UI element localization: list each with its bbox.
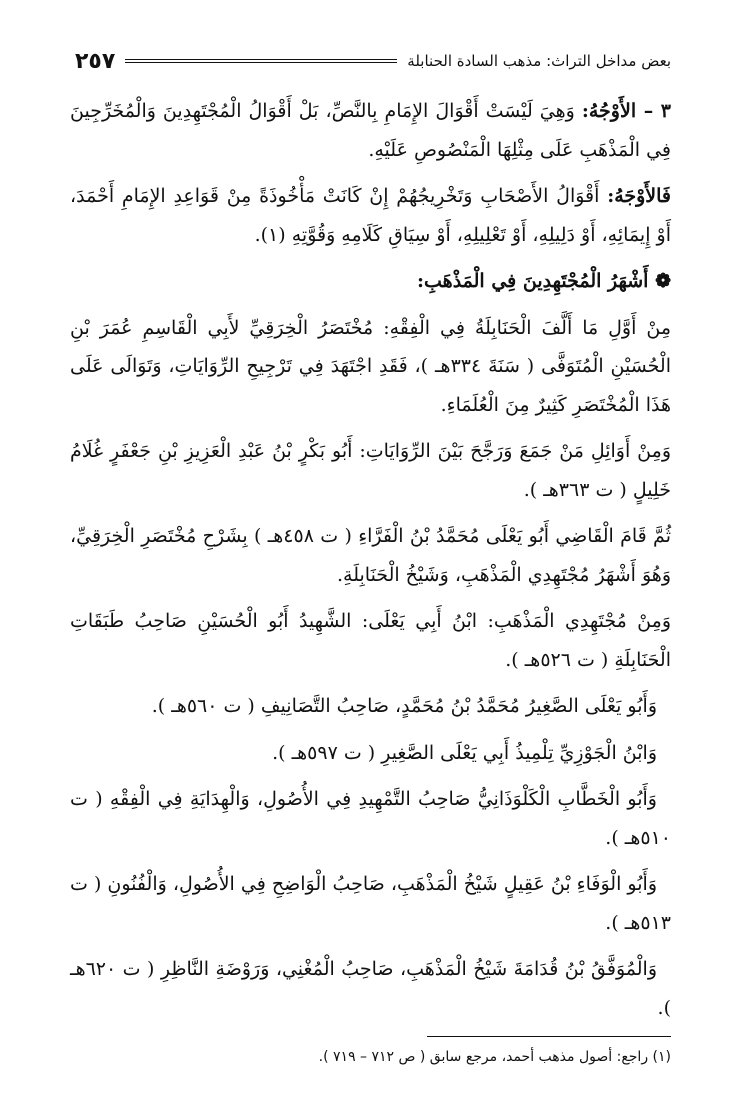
paragraph-8: وَابْنُ الْجَوْزِيِّ تِلْمِيذُ أَبِي يَعْلَى الصَّغِيرِ ( ت ٥٩٧هـ ). [272, 741, 657, 764]
paragraph-11: وَالْمُوَفَّقُ بْنُ قُدَامَةَ شَيْخُ الْمَذْهَبِ، صَاحِبُ الْمُغْنِي، وَرَوْضَةِ النَّاظِرِ ( ت ٦٢٠هـ ). [70, 958, 671, 1019]
paragraph-9: وَأَبُو الْخَطَّابِ الْكَلْوَذَانِيُّ صَاحِبُ التَّمْهِيدِ فِي الأُصُولِ، وَالْهِدَايَةِ فِي الْفِقْهِ ( ت ٥١٠هـ ). [70, 788, 671, 849]
footnote: (١) راجع: أصول مذهب أحمد، مرجع سابق ( ص ٧١٢ – ٧١٩ ). [318, 1049, 671, 1065]
main-text [70, 92, 671, 1035]
paragraph-1-text: وَهِيَ لَيْسَتْ أَقْوَالَ الإِمَامِ بِالنَّصِّ، بَلْ أَقْوَالُ الْمُجْتَهِدِينَ وَالْمُخَرِّجِينَ فِي الْمَذْهَبِ عَلَى مِثْلِهَا الْمَنْصُوصِ عَلَيْهِ. [70, 100, 671, 161]
paragraph-6: وَمِنْ مُجْتَهِدِي الْمَذْهَبِ: ابْنُ أَبِي يَعْلَى: الشَّهِيدُ أَبُو الْحُسَيْنِ صَاحِبُ طَبَقَاتِ الْحَنَابِلَةِ ( ت ٥٢٦هـ ). [70, 610, 671, 671]
paragraph-7: وَأَبُو يَعْلَى الصَّغِيرُ مُحَمَّدُ بْنُ مُحَمَّدٍ، صَاحِبُ التَّصَانِيفِ ( ت ٥٦٠هـ ). [151, 695, 657, 717]
paragraph-3: مِنْ أَوَّلِ مَا أَلَّفَ الْحَنَابِلَةُ فِي الْفِقْهِ: مُخْتَصَرُ الْخِرَقِيِّ لأَبِي الْقَاسِمِ عُمَرَ بْنِ الْحُسَيْنِ الْمُتَوَفَّى ( سَنَةَ ٣٣٤هـ )، فَقَدِ اجْتَهَدَ فِي تَرْجِيحِ الرِّوَايَاتِ، وَتَوَالَى عَلَى هَذَا الْمُخْتَصَرِ كَثِيرٌ مِنَ الْعُلَمَاءِ. [70, 316, 671, 416]
paragraph-5: ثُمَّ قَامَ الْقَاضِي أَبُو يَعْلَى مُحَمَّدُ بْنُ الْفَرَّاءِ ( ت ٤٥٨هـ ) بِشَرْحِ مُخْتَصَرِ الْخِرَقِيِّ، وَهُوَ أَشْهَرُ مُجْتَهِدِي الْمَذْهَبِ، وَشَيْخُ الْحَنَابِلَةِ. [70, 525, 671, 586]
section-heading: ❁ أَشْهَرُ الْمُجْتَهِدِينَ فِي الْمَذْهَبِ: [417, 270, 671, 292]
footnote-rule [427, 1036, 671, 1037]
paragraph-10: وَأَبُو الْوَفَاءِ بْنُ عَقِيلٍ شَيْخُ الْمَذْهَبِ، صَاحِبُ الْوَاضِحِ فِي الأُصُولِ، وَالْفُنُونِ ( ت ٥١٣هـ ). [70, 873, 671, 934]
paragraph-4: وَمِنْ أَوَائِلِ مَنْ جَمَعَ وَرَجَّحَ بَيْنَ الرِّوَايَاتِ: أَبُو بَكْرٍ بْنُ عَبْدِ الْعَزِيزِ بْنِ جَعْفَرٍ غُلَامُ خَلِيلٍ ( ت ٣٦٣هـ ). [70, 440, 671, 501]
paragraph-2 [70, 177, 671, 254]
paragraph-1 [70, 92, 671, 169]
paragraph-2-label: فَالأَوْجَهُ: [607, 185, 672, 207]
paragraph-2-text: أَقْوَالُ الأَصْحَابِ وَتَخْرِيجُهُمْ إِنْ كَانَتْ مَأْخُوذَةً مِنْ قَوَاعِدِ الإِمَامِ أَحْمَدَ، أَوْ إِيمَائِهِ، أَوْ دَلِيلِهِ، أَوْ تَعْلِيلِهِ، أَوْ سِيَاقِ كَلَامِهِ وَقُوَّتِهِ (١). [70, 185, 671, 246]
page-header [75, 46, 671, 76]
header-rule [125, 59, 397, 63]
running-title: بعض مداخل التراث: مذهب السادة الحنابلة [407, 52, 671, 70]
paragraph-1-label: ٣ – الأَوْجُهُ: [581, 100, 672, 122]
page-number: ٢٥٧ [75, 48, 116, 74]
